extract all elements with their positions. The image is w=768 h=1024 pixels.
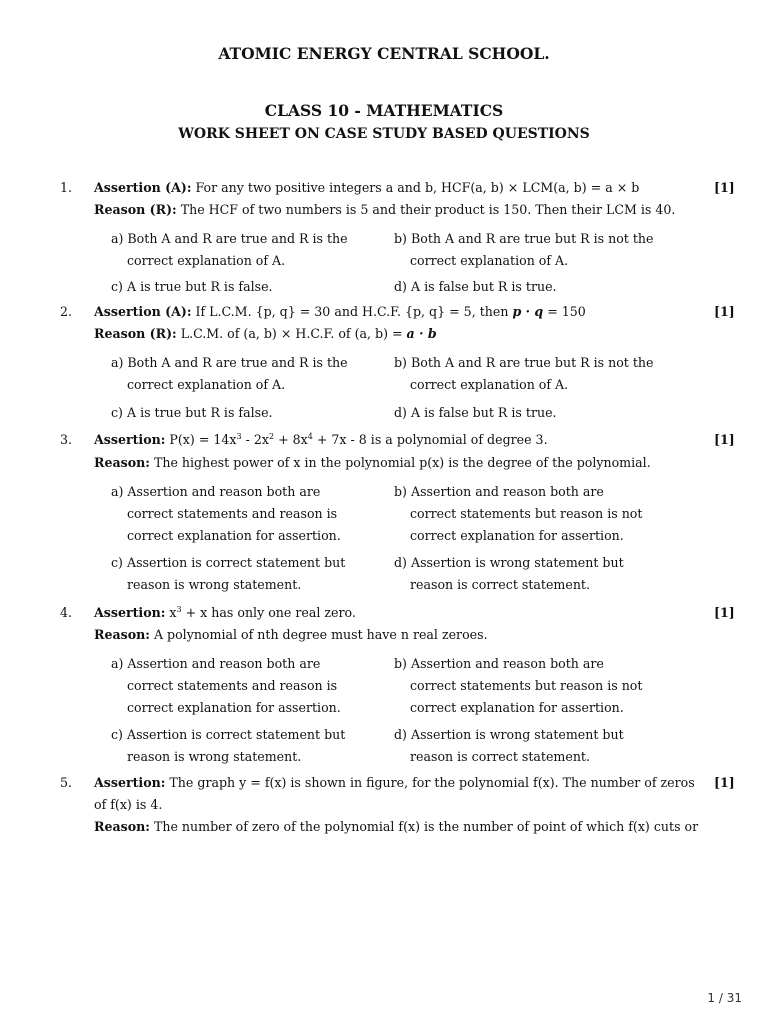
reason <box>94 323 437 345</box>
reason-text: The HCF of two numbers is 5 and their product is 150. Then their LCM is 40. <box>176 202 676 217</box>
option-text: correct explanation for assertion. <box>127 700 341 715</box>
assertion <box>94 429 548 451</box>
exponent: 3 <box>176 605 182 614</box>
assertion <box>94 772 695 794</box>
option-text: d) Assertion is wrong statement but <box>394 555 624 570</box>
option-text: b) Assertion and reason both are <box>394 656 604 671</box>
reason <box>94 816 698 838</box>
option-c <box>111 402 401 424</box>
reason-label: Reason: <box>94 455 150 470</box>
assertion-label: Assertion (A): <box>94 180 192 195</box>
option-text: c) Assertion is correct statement but <box>111 555 346 570</box>
option-b <box>394 481 694 547</box>
class-title: CLASS 10 - MATHEMATICS <box>264 101 504 120</box>
option-a <box>111 653 401 719</box>
option-text: correct explanation of A. <box>127 253 286 268</box>
option-text: c) Assertion is correct statement but <box>111 727 346 742</box>
assertion-label: Assertion: <box>94 775 166 790</box>
option-text: correct statements but reason is not <box>410 506 643 521</box>
reason <box>94 199 675 221</box>
assertion-text: x <box>165 605 177 620</box>
exponent: 4 <box>307 432 313 441</box>
option-text: correct statements and reason is <box>127 506 338 521</box>
option-text: correct statements but reason is not <box>410 678 643 693</box>
option-text: b) Both A and R are true but R is not the <box>394 355 654 370</box>
reason-label: Reason: <box>94 627 150 642</box>
assertion <box>94 301 586 323</box>
assertion-text: + 7x - 8 is a polynomial of degree 3. <box>312 432 548 447</box>
option-text: a) Both A and R are true and R is the <box>111 231 348 246</box>
assertion-label: Assertion (A): <box>94 304 192 319</box>
page-number: 1 / 31 <box>707 991 742 1005</box>
question-number: 3. <box>60 432 73 447</box>
question-marks: [1] <box>714 775 735 790</box>
option-text: correct statements and reason is <box>127 678 338 693</box>
option-c <box>111 276 401 298</box>
reason <box>94 624 488 646</box>
worksheet-subtitle: WORK SHEET ON CASE STUDY BASED QUESTIONS <box>178 126 590 142</box>
option-text: correct explanation of A. <box>127 377 286 392</box>
math-expression: a · b <box>406 326 437 341</box>
option-c <box>111 552 401 596</box>
assertion-text: = 150 <box>543 304 586 319</box>
option-text: c) A is true but R is false. <box>111 279 273 294</box>
option-d <box>394 402 684 424</box>
reason-label: Reason (R): <box>94 202 177 217</box>
question-marks: [1] <box>714 180 735 195</box>
reason <box>94 452 651 474</box>
assertion-text: - 2x <box>241 432 269 447</box>
option-text: reason is wrong statement. <box>127 749 302 764</box>
reason-label: Reason: <box>94 819 150 834</box>
option-c <box>111 724 401 768</box>
assertion <box>94 602 356 624</box>
option-text: d) Assertion is wrong statement but <box>394 727 624 742</box>
option-text: reason is wrong statement. <box>127 577 302 592</box>
exponent: 2 <box>268 432 275 441</box>
option-d <box>394 724 684 768</box>
option-text: b) Assertion and reason both are <box>394 484 604 499</box>
option-text: reason is correct statement. <box>410 749 590 764</box>
option-text: d) A is false but R is true. <box>394 279 557 294</box>
option-text: correct explanation of A. <box>410 253 569 268</box>
option-text: a) Both A and R are true and R is the <box>111 355 348 370</box>
option-b <box>394 352 694 396</box>
question-marks: [1] <box>714 304 735 319</box>
option-text: b) Both A and R are true but R is not the <box>394 231 654 246</box>
option-d <box>394 552 684 596</box>
reason-text: A polynomial of nth degree must have n real zeroes. <box>149 627 488 642</box>
option-a <box>111 352 401 396</box>
exponent: 3 <box>236 432 242 441</box>
school-name: ATOMIC ENERGY CENTRAL SCHOOL. <box>218 44 550 63</box>
question-number: 5. <box>60 775 73 790</box>
reason-label: Reason (R): <box>94 326 177 341</box>
option-text: correct explanation for assertion. <box>410 700 624 715</box>
assertion-label: Assertion: <box>94 605 166 620</box>
question-marks: [1] <box>714 432 735 447</box>
option-text: a) Assertion and reason both are <box>111 484 321 499</box>
assertion-text: If L.C.M. {p, q} = 30 and H.C.F. {p, q} = 5, then <box>191 304 513 319</box>
option-text: correct explanation for assertion. <box>127 528 341 543</box>
assertion-continued <box>94 794 162 816</box>
assertion-text: P(x) = 14x <box>165 432 237 447</box>
question-number: 1. <box>60 180 73 195</box>
option-a <box>111 481 401 547</box>
reason-text: The highest power of x in the polynomial p(x) is the degree of the polynomial. <box>149 455 651 470</box>
option-text: c) A is true but R is false. <box>111 405 273 420</box>
option-text: correct explanation of A. <box>410 377 569 392</box>
reason-text: L.C.M. of (a, b) × H.C.F. of (a, b) = <box>176 326 407 341</box>
option-text: correct explanation for assertion. <box>410 528 624 543</box>
option-b <box>394 653 694 719</box>
option-b <box>394 228 694 272</box>
question-number: 4. <box>60 605 73 620</box>
question-marks: [1] <box>714 605 735 620</box>
option-a <box>111 228 401 272</box>
assertion-text: For any two positive integers a and b, HCF(a, b) × LCM(a, b) = a × b <box>191 180 640 195</box>
question-number: 2. <box>60 304 73 319</box>
assertion <box>94 177 639 199</box>
option-text: a) Assertion and reason both are <box>111 656 321 671</box>
option-text: d) A is false but R is true. <box>394 405 557 420</box>
math-expression: p · q <box>512 304 544 319</box>
option-d <box>394 276 684 298</box>
assertion-label: Assertion: <box>94 432 166 447</box>
assertion-text: + x has only one real zero. <box>181 605 356 620</box>
assertion-text: The graph y = f(x) is shown in figure, for the polynomial f(x). The number of zeros <box>165 775 695 790</box>
reason-text: The number of zero of the polynomial f(x) is the number of point of which f(x) cuts or <box>149 819 699 834</box>
assertion-text: of f(x) is 4. <box>94 797 163 812</box>
option-text: reason is correct statement. <box>410 577 590 592</box>
assertion-text: + 8x <box>274 432 308 447</box>
